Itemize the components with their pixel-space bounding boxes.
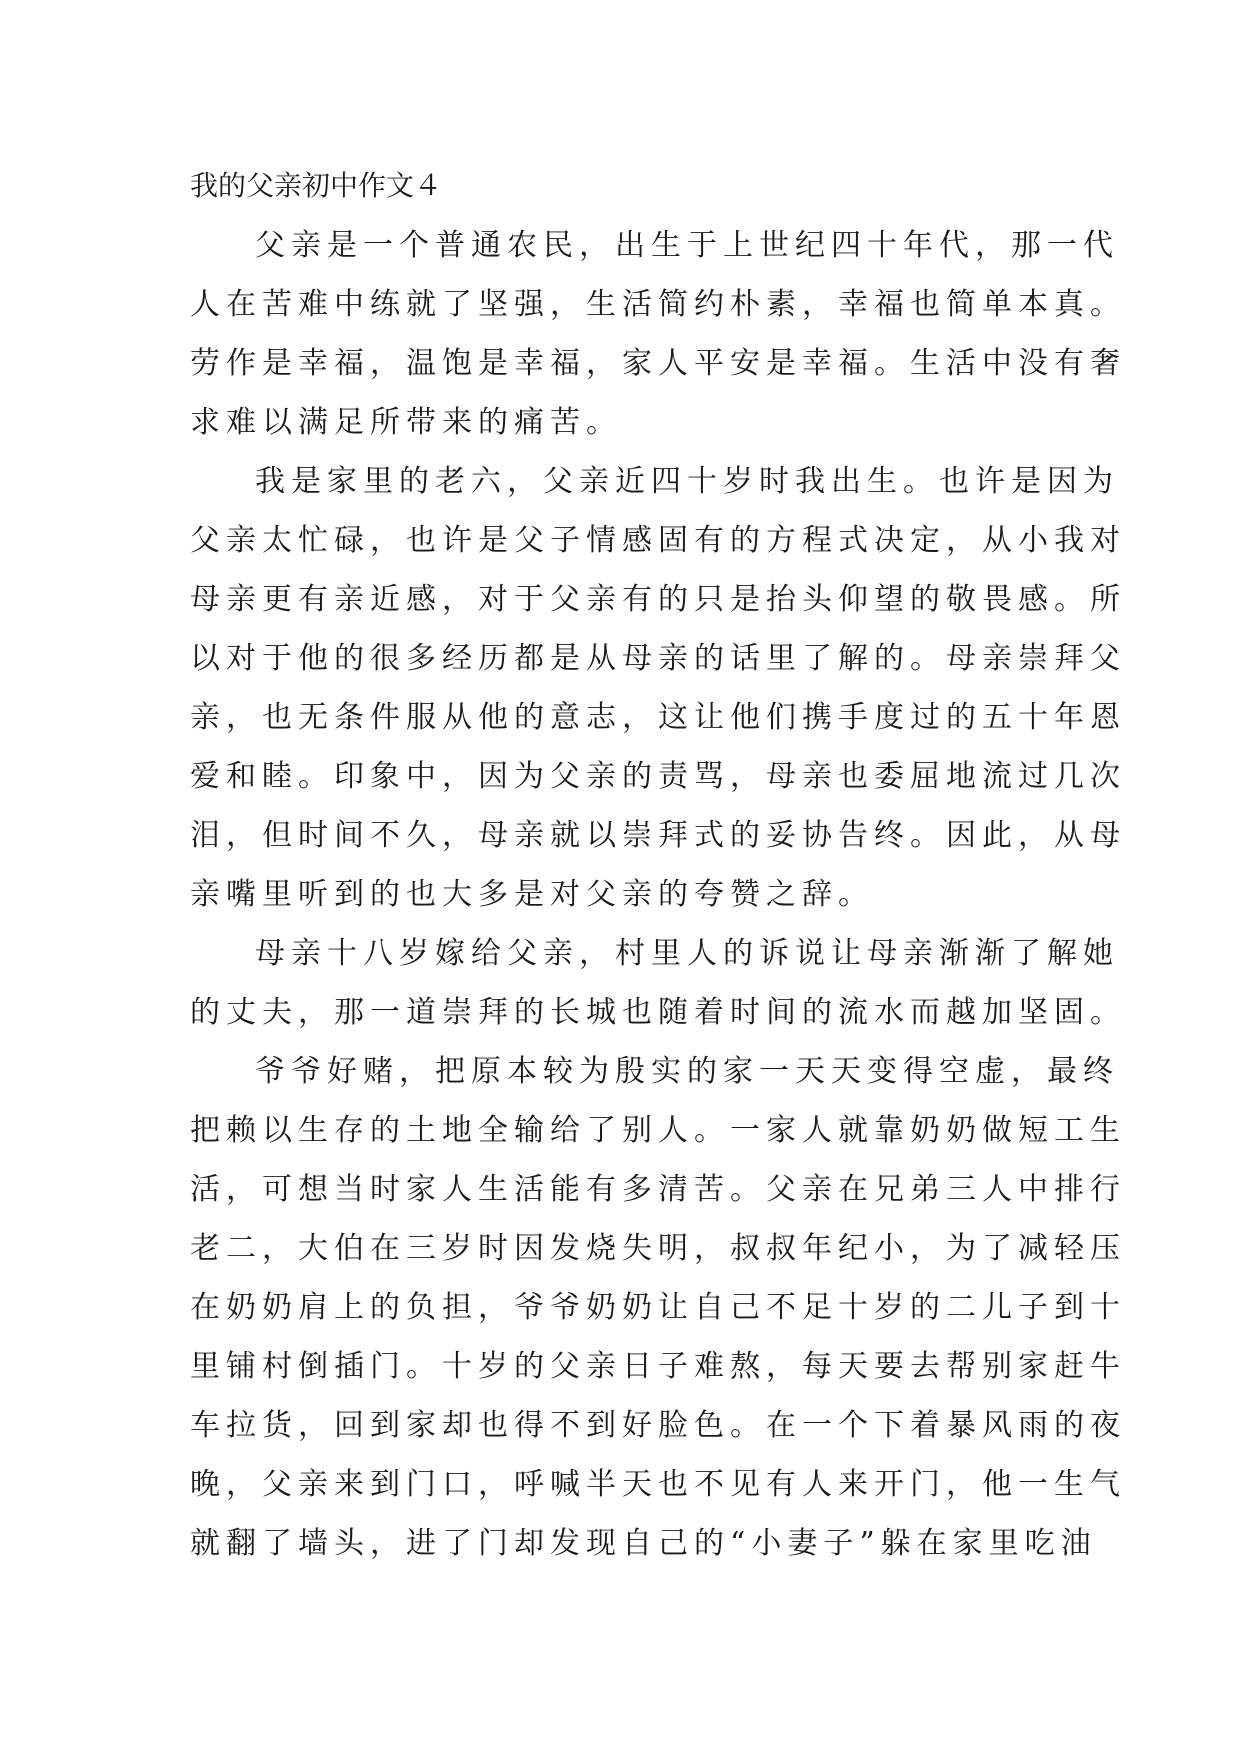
paragraph-4-line-5: 在奶奶肩上的负担，爷爷奶奶让自己不足十岁的二儿子到十: [190, 1290, 1126, 1325]
paragraph-1-line-1: 父亲是一个普通农民，出生于上世纪四十年代，那一代: [255, 228, 1119, 263]
paragraph-4-line-2: 把赖以生存的土地全输给了别人。一家人就靠奶奶做短工生: [190, 1113, 1126, 1148]
paragraph-1-line-3: 劳作是幸福，温饱是幸福，家人平安是幸福。生活中没有奢: [190, 346, 1126, 381]
paragraph-1-line-2: 人在苦难中练就了坚强，生活简约朴素，幸福也简单本真。: [190, 287, 1126, 322]
paragraph-4-line-1: 爷爷好赌，把原本较为殷实的家一天天变得空虚，最终: [255, 1054, 1119, 1089]
paragraph-4-line-3: 活，可想当时家人生活能有多清苦。父亲在兄弟三人中排行: [190, 1172, 1126, 1207]
paragraph-2-line-8: 亲嘴里听到的也大多是对父亲的夸赞之辞。: [190, 877, 874, 912]
paragraph-2-line-7: 泪，但时间不久，母亲就以崇拜式的妥协告终。因此，从母: [190, 818, 1126, 853]
paragraph-2-line-3: 母亲更有亲近感，对于父亲有的只是抬头仰望的敬畏感。所: [190, 582, 1126, 617]
paragraph-4-line-6: 里铺村倒插门。十岁的父亲日子难熬，每天要去帮别家赶牛: [190, 1349, 1126, 1384]
paragraph-2-line-4: 以对于他的很多经历都是从母亲的话里了解的。母亲崇拜父: [190, 641, 1126, 676]
paragraph-3-line-1: 母亲十八岁嫁给父亲，村里人的诉说让母亲渐渐了解她: [255, 936, 1119, 971]
document-title: 我的父亲初中作文４: [190, 169, 443, 202]
paragraph-4-line-7: 车拉货，回到家却也得不到好脸色。在一个下着暴风雨的夜: [190, 1408, 1126, 1443]
paragraph-4-line-4: 老二，大伯在三岁时因发烧失明，叔叔年纪小，为了减轻压: [190, 1231, 1126, 1266]
paragraph-2-line-5: 亲，也无条件服从他的意志，这让他们携手度过的五十年恩: [190, 700, 1126, 735]
paragraph-2-line-1: 我是家里的老六，父亲近四十岁时我出生。也许是因为: [255, 464, 1119, 499]
paragraph-4-line-9: 就翻了墙头，进了门却发现自己的“小妻子”躲在家里吃油: [190, 1526, 1097, 1561]
paragraph-2-line-6: 爱和睦。印象中，因为父亲的责骂，母亲也委屈地流过几次: [190, 759, 1126, 794]
paragraph-4-line-8: 晚，父亲来到门口，呼喊半天也不见有人来开门，他一生气: [190, 1467, 1126, 1502]
paragraph-2-line-2: 父亲太忙碌，也许是父子情感固有的方程式决定，从小我对: [190, 523, 1126, 558]
paragraph-3-line-2: 的丈夫，那一道崇拜的长城也随着时间的流水而越加坚固。: [190, 995, 1126, 1030]
paragraph-1-line-4: 求难以满足所带来的痛苦。: [190, 405, 622, 440]
